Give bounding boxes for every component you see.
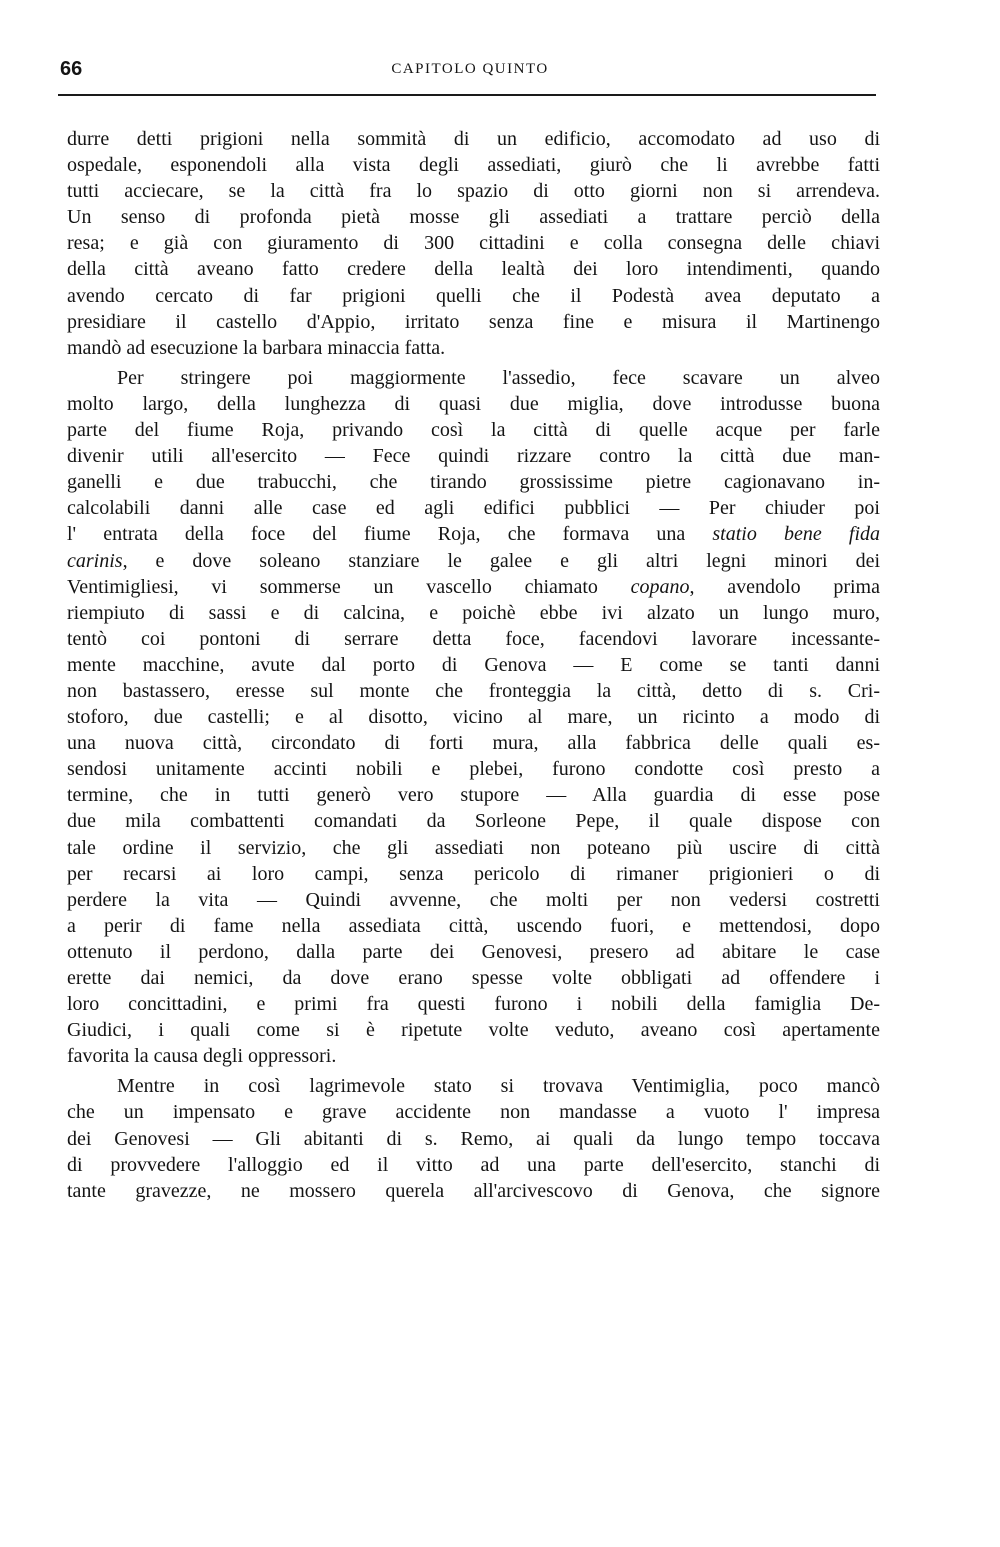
text-line: Mentre in così lagrimevole stato si trovava Ventimiglia, poco mancò: [117, 1075, 880, 1098]
running-title: CAPITOLO QUINTO: [391, 61, 549, 77]
text-line: di provvedere l'alloggio ed il vitto ad una parte dell'esercito, stanchi di: [67, 1153, 880, 1176]
text-line: tante gravezze, ne mossero querela all'arcivescovo di Genova, che signore: [67, 1179, 880, 1202]
text-fragment: l' entrata della foce del fiume Roja, che formava una: [67, 523, 713, 546]
text-line: stoforo, due castelli; e al disotto, vicino al mare, un ricinto a modo di: [67, 706, 880, 729]
text-line: [67, 521, 880, 547]
text-line: erette dai nemici, da dove erano spesse volte obbligati ad offendere i: [67, 967, 880, 989]
text-line: favorita la causa degli oppressori.: [67, 1045, 337, 1068]
text-line: parte del fiume Roja, privando così la città di quelle acque per farle: [67, 419, 880, 442]
text-line: [67, 574, 880, 600]
page-number: 66: [60, 58, 83, 80]
text-line: tentò coi pontoni di serrare detta foce, facendovi lavorare incessante-: [67, 627, 880, 650]
text-fragment: , avendolo prima: [689, 575, 880, 598]
text-line: termine, che in tutti generò vero stupore — Alla guardia di esse pose: [67, 784, 880, 807]
text-line: durre detti prigioni nella sommità di un edificio, accomodato ad uso di: [67, 128, 880, 150]
italic-phrase: copano: [630, 575, 690, 598]
italic-phrase: statio bene fida: [712, 523, 880, 546]
text-line: ottenuto il perdono, dalla parte dei Genovesi, presero ad abitare le case: [67, 940, 880, 963]
paragraph-1: [67, 126, 880, 361]
paragraph-3: [67, 1073, 880, 1203]
text-line: tale ordine il servizio, che gli assediati non poteano più uscire di città: [67, 836, 880, 859]
text-line: divenir utili all'esercito — Fece quindi rizzare contro la città due man-: [67, 445, 880, 468]
text-line: che un impensato e grave accidente non mandasse a vuoto l' impresa: [67, 1101, 880, 1124]
text-fragment: , e dove soleano stanziare le galee e gli altri legni minori dei: [122, 549, 880, 572]
text-fragment: Ventimigliesi, vi sommerse un vascello chiamato: [67, 575, 631, 598]
text-line: mandò ad esecuzione la barbara minaccia fatta.: [67, 336, 446, 359]
text-line: Giudici, i quali come si è ripetute volte veduto, aveano così apertamente: [67, 1019, 880, 1042]
text-line: sendosi unitamente accinti nobili e plebei, furono condotte così presto a: [67, 758, 880, 781]
text-line: ganelli e due trabucchi, che tirando grossissime pietre cagionavano in-: [67, 471, 880, 494]
text-line: non bastassero, eresse sul monte che fronteggia la città, detto di s. Cri-: [67, 679, 880, 702]
text-line: a perir di fame nella assediata città, uscendo fuori, e mettendosi, dopo: [67, 914, 880, 937]
text-line: resa; e già con giuramento di 300 cittadini e colla consegna delle chiavi: [67, 232, 880, 255]
paragraph-2: [67, 365, 880, 1070]
text-line: per recarsi ai loro campi, senza pericolo di rimaner prigionieri o di: [67, 862, 880, 885]
text-line: dei Genovesi — Gli abitanti di s. Remo, ai quali da lungo tempo toccava: [67, 1127, 880, 1150]
text-line: mente macchine, avute dal porto di Genova — E come se tanti danni: [67, 653, 880, 676]
text-line: ospedale, esponendoli alla vista degli assediati, giurò che li avrebbe fatti: [67, 154, 880, 177]
italic-phrase: carinis: [67, 549, 123, 572]
text-line: avendo cercato di far prigioni quelli che il Podestà avea deputato a: [67, 284, 880, 307]
text-line: Per stringere poi maggiormente l'assedio, fece scavare un alveo: [117, 366, 880, 389]
text-line: [67, 548, 880, 574]
text-line: perdere la vita — Quindi avvenne, che molti per non vedersi costretti: [67, 888, 880, 911]
text-line: una nuova città, circondato di forti mura, alla fabbrica delle quali es-: [67, 732, 880, 755]
text-line: due mila combattenti comandati da Sorleone Pepe, il quale dispose con: [67, 810, 880, 833]
text-line: riempiuto di sassi e di calcina, e poichè ebbe ivi alzato un lungo muro,: [67, 601, 880, 624]
text-line: della città aveano fatto credere della lealtà dei loro intendimenti, quando: [67, 258, 880, 281]
text-line: molto largo, della lunghezza di quasi due miglia, dove introdusse buona: [67, 392, 880, 415]
page-header: [60, 58, 880, 88]
body-text: [67, 126, 880, 1204]
text-line: presidiare il castello d'Appio, irritato senza fine e misura il Martinengo: [67, 310, 880, 333]
text-line: tutti acciecare, se la città fra lo spazio di otto giorni non si arrendeva.: [67, 180, 880, 203]
text-line: loro concittadini, e primi fra questi furono i nobili della famiglia De-: [67, 993, 880, 1016]
text-line: Un senso di profonda pietà mosse gli assediati a trattare perciò della: [67, 206, 880, 229]
text-line: calcolabili danni alle case ed agli edifici pubblici — Per chiuder poi: [67, 497, 880, 520]
header-rule: [58, 94, 876, 96]
